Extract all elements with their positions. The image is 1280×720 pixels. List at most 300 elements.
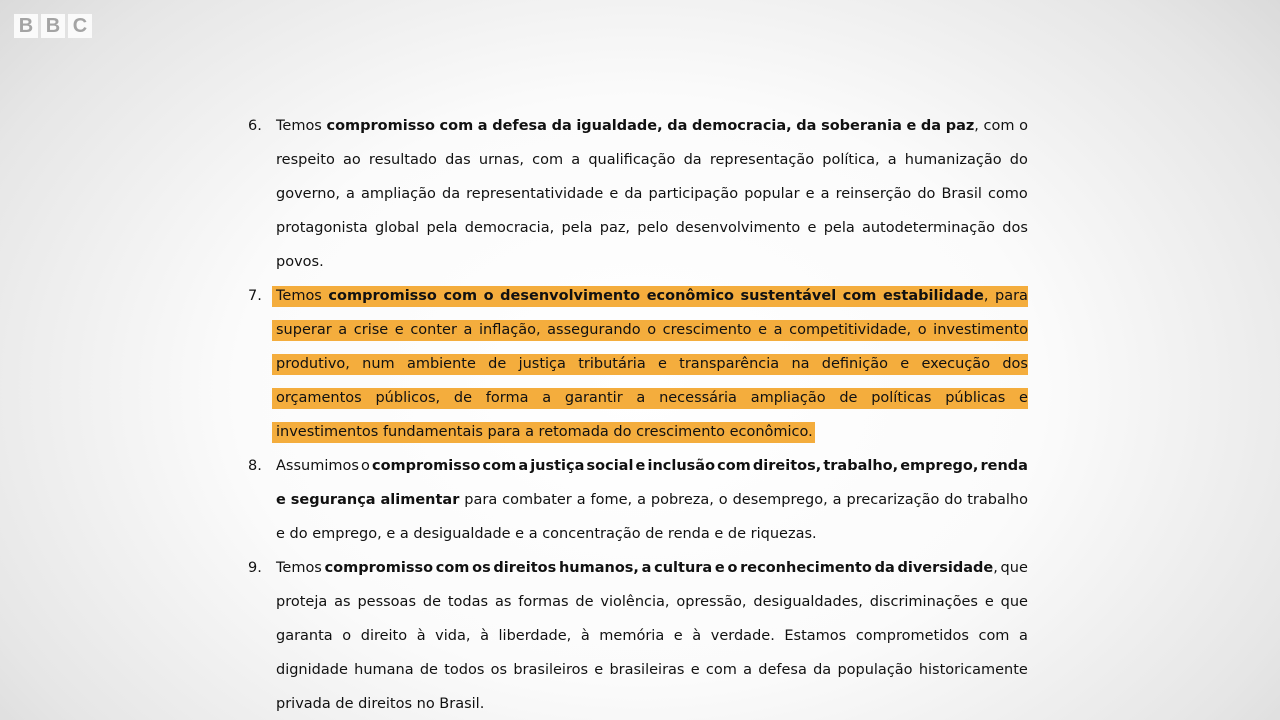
word	[440, 109, 474, 143]
text-run: a	[773, 322, 783, 338]
text-run: Temos	[276, 118, 322, 134]
word	[679, 347, 779, 381]
word	[919, 653, 1028, 687]
word	[276, 551, 322, 585]
bold-run: renda	[980, 458, 1028, 474]
text-run: que	[1000, 560, 1028, 576]
word	[381, 483, 460, 517]
word	[443, 279, 477, 313]
word	[727, 551, 737, 585]
text-run: violência,	[600, 594, 670, 610]
word	[637, 483, 646, 517]
word	[663, 313, 752, 347]
text-run: garanta	[276, 628, 333, 644]
text-run: verdade.	[710, 628, 775, 644]
text-run: pessoas	[357, 594, 416, 610]
word	[325, 551, 433, 585]
word	[372, 449, 480, 483]
text-run: de	[839, 390, 858, 406]
highlighted-line	[272, 347, 1028, 381]
word	[888, 143, 897, 177]
text-run: Temos	[276, 288, 322, 304]
text-run: do	[1009, 152, 1028, 168]
word	[334, 585, 350, 619]
word	[591, 483, 633, 517]
text-run: à	[416, 628, 426, 644]
text-run: superar	[276, 322, 332, 338]
text-run: políticas	[871, 390, 932, 406]
word	[837, 653, 912, 687]
word	[883, 279, 988, 313]
word	[710, 143, 814, 177]
word	[900, 347, 909, 381]
word	[823, 449, 898, 483]
word	[342, 619, 351, 653]
text-run: Brasil	[941, 186, 982, 202]
text-run: e	[805, 186, 815, 202]
text-run: com	[983, 118, 1015, 134]
word	[1019, 109, 1028, 143]
text-run: direito	[360, 628, 408, 644]
word	[978, 619, 1009, 653]
word	[711, 619, 775, 653]
word	[744, 177, 799, 211]
bold-run: defesa	[492, 118, 547, 134]
word	[717, 449, 751, 483]
text-line	[276, 211, 1028, 245]
bold-run: paz	[945, 118, 975, 134]
word	[575, 585, 593, 619]
word	[824, 211, 855, 245]
word	[875, 551, 895, 585]
text-run: liberdade,	[498, 628, 572, 644]
word	[276, 449, 359, 483]
word	[649, 177, 739, 211]
word	[518, 585, 568, 619]
word	[945, 381, 1005, 415]
word	[719, 483, 728, 517]
word	[624, 177, 642, 211]
text-run: ,	[993, 560, 998, 576]
word	[691, 653, 700, 687]
text-run: do	[944, 492, 963, 508]
word	[870, 585, 978, 619]
text-run: crise	[353, 322, 389, 338]
bold-run: humanos,	[558, 560, 639, 576]
word	[808, 211, 817, 245]
word	[791, 347, 809, 381]
text-run: brasileiros	[513, 662, 589, 678]
text-run: da	[624, 186, 643, 202]
text-run: o	[1019, 118, 1028, 134]
text-run: reinserção	[835, 186, 912, 202]
word	[1019, 619, 1028, 653]
text-run: a	[887, 152, 897, 168]
bold-run: a	[518, 458, 529, 474]
word	[354, 653, 413, 687]
word	[647, 313, 656, 347]
word	[420, 653, 438, 687]
word	[609, 653, 684, 687]
word	[465, 211, 554, 245]
text-run: o	[718, 492, 728, 508]
bold-run: alimentar	[380, 492, 460, 508]
word	[326, 109, 434, 143]
text-run: e	[394, 322, 404, 338]
text-line	[276, 653, 1028, 687]
text-line	[276, 517, 1028, 551]
word	[547, 313, 640, 347]
word	[581, 619, 590, 653]
text-run: o	[342, 628, 352, 644]
bold-run: compromisso	[328, 288, 437, 304]
word	[906, 109, 916, 143]
word	[500, 279, 640, 313]
word	[600, 585, 669, 619]
text-run: das	[445, 152, 471, 168]
word	[362, 347, 395, 381]
text-run: do	[917, 186, 936, 202]
bbc-logo-letter: B	[14, 14, 38, 38]
word	[571, 143, 580, 177]
text-run: públicos,	[375, 390, 441, 406]
text-run: desigualdades,	[753, 594, 863, 610]
word	[733, 483, 828, 517]
word	[806, 177, 815, 211]
word	[897, 551, 997, 585]
bold-run: com	[482, 458, 517, 474]
text-run: o	[361, 458, 370, 474]
text-run: conter	[410, 322, 457, 338]
highlighted-line	[272, 279, 1028, 313]
text-run: a	[832, 492, 842, 508]
text-run: pela	[561, 220, 593, 236]
text-run: população	[837, 662, 913, 678]
text-run: brasileiras	[609, 662, 685, 678]
bold-run: com	[439, 118, 474, 134]
text-run: de	[453, 390, 473, 406]
bold-run: e	[906, 118, 917, 134]
text-run: de	[422, 594, 441, 610]
word	[276, 381, 362, 415]
word	[676, 211, 801, 245]
word	[519, 347, 566, 381]
word	[576, 109, 662, 143]
word	[941, 177, 981, 211]
text-run: e	[758, 322, 768, 338]
word	[599, 619, 664, 653]
text-line	[276, 687, 1028, 720]
bold-run: sustentável	[740, 288, 837, 304]
text-run: assegurando	[547, 322, 641, 338]
text-run: garantir	[564, 390, 623, 406]
bold-run: da	[874, 560, 895, 576]
word	[684, 143, 702, 177]
word	[692, 619, 701, 653]
text-run: defesa	[758, 662, 807, 678]
word	[836, 177, 912, 211]
text-line	[276, 619, 1028, 653]
text-run: com	[532, 152, 564, 168]
word	[493, 551, 556, 585]
word	[995, 279, 1028, 313]
text-run: as	[334, 594, 351, 610]
word	[488, 347, 506, 381]
word	[674, 619, 683, 653]
word	[658, 347, 667, 381]
list-item-7-highlighted	[248, 279, 1028, 449]
text-run: precarização	[846, 492, 940, 508]
word	[561, 211, 592, 245]
text-line	[276, 449, 1028, 483]
word	[291, 483, 376, 517]
text-run: crescimento	[662, 322, 752, 338]
word	[435, 619, 470, 653]
word	[423, 585, 441, 619]
text-run: e do emprego, e a desigualdade e a concentração de renda e de riquezas.	[276, 526, 817, 542]
text-run: pobreza,	[650, 492, 714, 508]
text-run: memória	[599, 628, 665, 644]
bold-run: e	[276, 492, 286, 508]
word	[542, 381, 551, 415]
bold-run: segurança	[290, 492, 376, 508]
bold-run: da	[551, 118, 572, 134]
word	[454, 381, 472, 415]
bold-run: emprego,	[900, 458, 979, 474]
text-run: ampliação	[750, 390, 826, 406]
word	[502, 483, 572, 517]
word	[692, 109, 792, 143]
word	[276, 109, 322, 143]
text-run: comprometidos	[855, 628, 969, 644]
text-run: o	[917, 322, 927, 338]
text-run: dos	[1002, 356, 1028, 372]
bold-run: a	[477, 118, 488, 134]
text-run: competitividade,	[789, 322, 912, 338]
word	[784, 619, 846, 653]
word	[559, 551, 639, 585]
word	[410, 313, 457, 347]
item-number: 9.	[248, 560, 262, 576]
word	[871, 381, 931, 415]
word	[1002, 211, 1028, 245]
text-run: global	[374, 220, 420, 236]
text-run: tributária	[578, 356, 646, 372]
bold-run: da	[667, 118, 688, 134]
word	[495, 585, 511, 619]
word	[464, 483, 497, 517]
bold-run: da	[796, 118, 817, 134]
word	[395, 313, 404, 347]
word	[636, 381, 645, 415]
text-run: inflação,	[479, 322, 541, 338]
text-run: com	[705, 662, 737, 678]
bold-run: a	[641, 560, 652, 576]
word	[343, 143, 361, 177]
bold-run: compromisso	[324, 560, 434, 576]
bold-run: direitos	[493, 560, 557, 576]
text-line	[276, 483, 1028, 517]
text-run: e	[807, 220, 817, 236]
bold-run: estabilidade	[882, 288, 984, 304]
text-run: proteja	[276, 594, 328, 610]
text-run: e	[594, 662, 604, 678]
word	[706, 653, 737, 687]
word	[921, 109, 941, 143]
text-run: protagonista	[276, 220, 368, 236]
text-run: justiça	[518, 356, 566, 372]
text-run: para	[464, 492, 498, 508]
word	[594, 653, 603, 687]
word	[499, 619, 572, 653]
bold-run: cultura	[654, 560, 713, 576]
bold-run: e	[714, 560, 725, 576]
text-run: popular	[744, 186, 800, 202]
text-run: forma	[485, 390, 529, 406]
text-run: política,	[822, 152, 880, 168]
word	[1001, 585, 1028, 619]
text-run: Estamos	[784, 628, 847, 644]
word	[276, 585, 327, 619]
bold-run: igualdade,	[576, 118, 663, 134]
word	[654, 551, 712, 585]
word	[862, 211, 995, 245]
text-line	[276, 245, 1028, 279]
word	[577, 483, 586, 517]
text-run: necessária	[659, 390, 737, 406]
text-run: desenvolvimento	[675, 220, 801, 236]
text-run: todas	[447, 594, 489, 610]
text-run: investimentos fundamentais para a retomada do crescimento econômico.	[276, 424, 813, 440]
document-body	[248, 109, 1028, 720]
bold-run: o	[483, 288, 494, 304]
word	[466, 177, 603, 211]
text-run: qualificação	[588, 152, 676, 168]
item-number: 6.	[248, 118, 262, 134]
text-run: a	[463, 322, 473, 338]
word	[813, 653, 831, 687]
text-line	[276, 177, 1028, 211]
text-run: como	[987, 186, 1028, 202]
bold-run: reconhecimento	[740, 560, 872, 576]
text-run: Temos	[276, 560, 322, 576]
bold-run: econômico	[646, 288, 734, 304]
word	[980, 449, 1027, 483]
word	[740, 551, 872, 585]
word	[843, 279, 877, 313]
text-run: à	[580, 628, 590, 644]
word	[905, 143, 1002, 177]
word	[1002, 347, 1028, 381]
text-run: o	[647, 322, 657, 338]
text-run: fome,	[590, 492, 633, 508]
word	[436, 551, 470, 585]
word	[276, 347, 350, 381]
text-run: definição	[821, 356, 888, 372]
text-run: da	[813, 662, 832, 678]
text-run: a	[820, 186, 830, 202]
text-run: a	[542, 390, 552, 406]
text-run: produtivo,	[276, 356, 350, 372]
text-run: da	[441, 186, 461, 202]
word	[758, 313, 767, 347]
text-run: formas	[518, 594, 569, 610]
word	[588, 143, 675, 177]
text-run: na	[791, 356, 810, 372]
word	[442, 177, 460, 211]
bold-run: o	[727, 560, 738, 576]
text-run: todos	[444, 662, 485, 678]
word	[492, 109, 547, 143]
word	[642, 551, 652, 585]
word	[276, 313, 332, 347]
text-run: governo,	[276, 186, 340, 202]
bold-run: trabalho,	[823, 458, 899, 474]
list-item-8	[248, 449, 1028, 551]
word	[276, 619, 333, 653]
bold-run: e	[635, 458, 646, 474]
word	[361, 449, 370, 483]
word	[743, 653, 752, 687]
word	[822, 143, 879, 177]
text-run: resultado	[368, 152, 437, 168]
word	[276, 279, 322, 313]
word	[444, 653, 484, 687]
word	[967, 483, 1028, 517]
word	[276, 143, 335, 177]
word	[659, 381, 737, 415]
bold-run: compromisso	[326, 118, 435, 134]
word	[478, 109, 488, 143]
text-run: e	[657, 356, 667, 372]
word	[741, 279, 837, 313]
word	[375, 211, 419, 245]
text-run: de	[488, 356, 507, 372]
word	[361, 177, 436, 211]
text-run: a	[571, 152, 581, 168]
text-run: os	[490, 662, 508, 678]
word	[985, 585, 994, 619]
word	[751, 381, 826, 415]
highlighted-line	[272, 415, 813, 449]
text-run: e	[900, 356, 910, 372]
text-run: investimento	[933, 322, 1028, 338]
item-number: 7.	[248, 288, 262, 304]
word	[647, 449, 715, 483]
text-run: e	[1019, 390, 1028, 406]
word	[369, 143, 437, 177]
bold-run: da	[920, 118, 942, 134]
bold-run: direitos,	[752, 458, 822, 474]
text-run: públicas	[945, 390, 1006, 406]
text-run: para	[994, 288, 1028, 304]
word	[276, 211, 368, 245]
list-item-6	[248, 109, 1028, 279]
text-run: de	[419, 662, 438, 678]
word	[946, 109, 979, 143]
text-run: paz,	[599, 220, 631, 236]
word	[900, 449, 978, 483]
text-run: à	[480, 628, 489, 644]
highlighted-line	[272, 381, 1028, 415]
word	[839, 381, 857, 415]
word	[338, 313, 347, 347]
text-run: a	[576, 492, 586, 508]
text-run: ao	[343, 152, 361, 168]
word	[789, 313, 911, 347]
word	[600, 211, 630, 245]
word	[426, 211, 457, 245]
